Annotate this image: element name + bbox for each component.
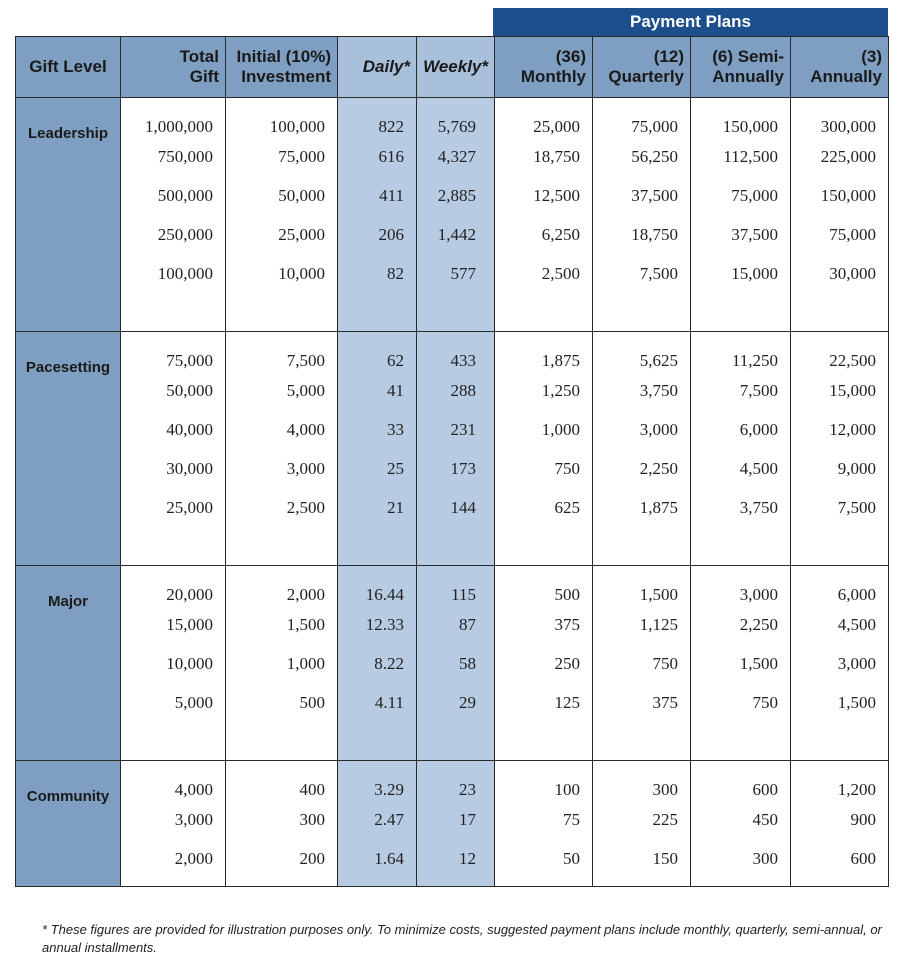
header-line: (3)	[861, 47, 882, 66]
spacer-cell	[338, 722, 417, 761]
weekly-cell: 115	[417, 566, 495, 606]
daily-cell: 16.44	[338, 566, 417, 606]
monthly-cell: 18,750	[495, 137, 593, 176]
quarterly-cell: 37,500	[593, 176, 691, 215]
header-line: Gift	[189, 67, 219, 86]
header-line: Quarterly	[608, 67, 684, 86]
daily-cell: 4.11	[338, 683, 417, 722]
header-line: (6) Semi-	[712, 47, 784, 66]
quarterly-header	[593, 37, 691, 98]
table-row	[16, 254, 889, 293]
spacer-cell	[417, 878, 495, 887]
spacer-cell	[417, 293, 495, 332]
spacer-cell	[417, 527, 495, 566]
monthly-cell: 75	[495, 800, 593, 839]
spacer-cell	[495, 878, 593, 887]
annually-cell: 22,500	[791, 332, 889, 372]
annually-cell: 1,200	[791, 761, 889, 801]
annually-cell: 1,500	[791, 683, 889, 722]
gift-level-label	[16, 761, 121, 887]
quarterly-cell: 5,625	[593, 332, 691, 372]
initial-investment-cell: 1,000	[226, 644, 338, 683]
quarterly-cell: 3,750	[593, 371, 691, 410]
total-gift-cell: 20,000	[121, 566, 226, 606]
gift-level-text: Pacesetting	[25, 359, 111, 376]
gift-level-text: Major	[47, 593, 88, 610]
semi-annually-cell: 75,000	[691, 176, 791, 215]
annually-cell: 6,000	[791, 566, 889, 606]
semi-annually-header	[691, 37, 791, 98]
monthly-cell: 750	[495, 449, 593, 488]
initial-investment-cell: 75,000	[226, 137, 338, 176]
weekly-cell: 144	[417, 488, 495, 527]
semi-annually-cell: 11,250	[691, 332, 791, 372]
quarterly-cell: 75,000	[593, 98, 691, 138]
table-row	[16, 566, 889, 606]
monthly-cell: 25,000	[495, 98, 593, 138]
quarterly-cell: 2,250	[593, 449, 691, 488]
header-line: Investment	[241, 67, 331, 86]
semi-annually-cell: 450	[691, 800, 791, 839]
semi-annually-cell: 1,500	[691, 644, 791, 683]
semi-annually-cell: 150,000	[691, 98, 791, 138]
initial-investment-cell: 400	[226, 761, 338, 801]
spacer-cell	[593, 878, 691, 887]
gift-level-text: Community	[26, 788, 110, 805]
weekly-cell: 58	[417, 644, 495, 683]
semi-annually-cell: 15,000	[691, 254, 791, 293]
total-gift-cell: 5,000	[121, 683, 226, 722]
table-row	[16, 215, 889, 254]
weekly-header	[417, 37, 495, 98]
spacer-cell	[791, 878, 889, 887]
monthly-header	[495, 37, 593, 98]
weekly-cell: 5,769	[417, 98, 495, 138]
weekly-cell: 29	[417, 683, 495, 722]
header-line: Gift Level	[29, 57, 107, 76]
table-header-row	[16, 37, 889, 98]
semi-annually-cell: 600	[691, 761, 791, 801]
total-gift-cell: 500,000	[121, 176, 226, 215]
group-spacer-row	[16, 293, 889, 332]
initial-investment-cell: 25,000	[226, 215, 338, 254]
initial-investment-header	[226, 37, 338, 98]
annually-cell: 300,000	[791, 98, 889, 138]
quarterly-cell: 300	[593, 761, 691, 801]
semi-annually-cell: 37,500	[691, 215, 791, 254]
daily-cell: 82	[338, 254, 417, 293]
spacer-cell	[417, 722, 495, 761]
semi-annually-cell: 4,500	[691, 449, 791, 488]
monthly-cell: 1,875	[495, 332, 593, 372]
footnote: * These figures are provided for illustration purposes only. To minimize costs, suggested payment plans include monthly, quarterly, semi-annual, or annual installments.	[42, 922, 882, 955]
spacer-cell	[121, 878, 226, 887]
monthly-cell: 50	[495, 839, 593, 878]
daily-cell: 8.22	[338, 644, 417, 683]
initial-investment-cell: 4,000	[226, 410, 338, 449]
semi-annually-cell: 6,000	[691, 410, 791, 449]
spacer-cell	[791, 527, 889, 566]
initial-investment-cell: 3,000	[226, 449, 338, 488]
total-gift-cell: 250,000	[121, 215, 226, 254]
total-gift-cell: 100,000	[121, 254, 226, 293]
table-row	[16, 410, 889, 449]
table-row	[16, 488, 889, 527]
initial-investment-cell: 7,500	[226, 332, 338, 372]
annually-cell: 900	[791, 800, 889, 839]
table-row	[16, 644, 889, 683]
annually-header	[791, 37, 889, 98]
table-row	[16, 605, 889, 644]
table-body	[16, 98, 889, 887]
semi-annually-cell: 300	[691, 839, 791, 878]
table-row	[16, 137, 889, 176]
daily-cell: 3.29	[338, 761, 417, 801]
table-row	[16, 176, 889, 215]
table-row	[16, 839, 889, 878]
table-row	[16, 761, 889, 801]
quarterly-cell: 7,500	[593, 254, 691, 293]
table-row	[16, 683, 889, 722]
spacer-cell	[338, 878, 417, 887]
header-line: Daily*	[362, 57, 410, 76]
initial-investment-cell: 500	[226, 683, 338, 722]
total-gift-cell: 15,000	[121, 605, 226, 644]
monthly-cell: 1,250	[495, 371, 593, 410]
spacer-cell	[691, 293, 791, 332]
annually-cell: 15,000	[791, 371, 889, 410]
table-row	[16, 98, 889, 138]
header-line: Annually	[810, 67, 882, 86]
weekly-cell: 173	[417, 449, 495, 488]
initial-investment-cell: 200	[226, 839, 338, 878]
initial-investment-cell: 1,500	[226, 605, 338, 644]
annually-cell: 9,000	[791, 449, 889, 488]
weekly-cell: 231	[417, 410, 495, 449]
weekly-cell: 288	[417, 371, 495, 410]
quarterly-cell: 1,125	[593, 605, 691, 644]
daily-cell: 12.33	[338, 605, 417, 644]
group-spacer-row	[16, 527, 889, 566]
weekly-cell: 12	[417, 839, 495, 878]
header-line: (36)	[555, 47, 586, 66]
monthly-cell: 500	[495, 566, 593, 606]
daily-cell: 822	[338, 98, 417, 138]
total-gift-cell: 750,000	[121, 137, 226, 176]
quarterly-cell: 750	[593, 644, 691, 683]
spacer-cell	[121, 293, 226, 332]
annually-cell: 225,000	[791, 137, 889, 176]
daily-cell: 206	[338, 215, 417, 254]
total-gift-cell: 50,000	[121, 371, 226, 410]
initial-investment-cell: 50,000	[226, 176, 338, 215]
monthly-cell: 100	[495, 761, 593, 801]
semi-annually-cell: 7,500	[691, 371, 791, 410]
total-gift-header	[121, 37, 226, 98]
monthly-cell: 125	[495, 683, 593, 722]
semi-annually-cell: 750	[691, 683, 791, 722]
initial-investment-cell: 2,500	[226, 488, 338, 527]
monthly-cell: 6,250	[495, 215, 593, 254]
group-spacer-row	[16, 878, 889, 887]
total-gift-cell: 30,000	[121, 449, 226, 488]
daily-header	[338, 37, 417, 98]
spacer-cell	[226, 527, 338, 566]
spacer-cell	[495, 293, 593, 332]
daily-cell: 62	[338, 332, 417, 372]
initial-investment-cell: 5,000	[226, 371, 338, 410]
spacer-cell	[791, 722, 889, 761]
spacer-cell	[691, 722, 791, 761]
daily-cell: 1.64	[338, 839, 417, 878]
spacer-cell	[226, 722, 338, 761]
gift-level-label	[16, 566, 121, 761]
header-line: Initial (10%)	[236, 47, 331, 66]
quarterly-cell: 3,000	[593, 410, 691, 449]
initial-investment-cell: 10,000	[226, 254, 338, 293]
semi-annually-cell: 2,250	[691, 605, 791, 644]
header-line: Monthly	[520, 67, 586, 86]
quarterly-cell: 150	[593, 839, 691, 878]
spacer-cell	[338, 527, 417, 566]
spacer-cell	[495, 722, 593, 761]
header-line: Total	[179, 47, 219, 66]
weekly-cell: 17	[417, 800, 495, 839]
initial-investment-cell: 100,000	[226, 98, 338, 138]
quarterly-cell: 18,750	[593, 215, 691, 254]
table-row	[16, 332, 889, 372]
total-gift-cell: 2,000	[121, 839, 226, 878]
spacer-cell	[121, 527, 226, 566]
annually-cell: 30,000	[791, 254, 889, 293]
total-gift-cell: 1,000,000	[121, 98, 226, 138]
spacer-cell	[495, 527, 593, 566]
annually-cell: 4,500	[791, 605, 889, 644]
gift-level-header	[16, 37, 121, 98]
spacer-cell	[691, 878, 791, 887]
gift-level-text: Leadership	[27, 125, 109, 142]
monthly-cell: 625	[495, 488, 593, 527]
annually-cell: 600	[791, 839, 889, 878]
header-line: (12)	[653, 47, 684, 66]
gift-level-label	[16, 98, 121, 332]
header-line: Annually	[712, 67, 784, 86]
annually-cell: 75,000	[791, 215, 889, 254]
spacer-cell	[338, 293, 417, 332]
initial-investment-cell: 2,000	[226, 566, 338, 606]
weekly-cell: 1,442	[417, 215, 495, 254]
annually-cell: 3,000	[791, 644, 889, 683]
monthly-cell: 1,000	[495, 410, 593, 449]
quarterly-cell: 1,500	[593, 566, 691, 606]
header-line: Weekly*	[423, 57, 488, 76]
monthly-cell: 375	[495, 605, 593, 644]
monthly-cell: 250	[495, 644, 593, 683]
quarterly-cell: 375	[593, 683, 691, 722]
total-gift-cell: 4,000	[121, 761, 226, 801]
quarterly-cell: 56,250	[593, 137, 691, 176]
daily-cell: 41	[338, 371, 417, 410]
daily-cell: 25	[338, 449, 417, 488]
quarterly-cell: 1,875	[593, 488, 691, 527]
weekly-cell: 433	[417, 332, 495, 372]
quarterly-cell: 225	[593, 800, 691, 839]
table-row	[16, 371, 889, 410]
spacer-cell	[691, 527, 791, 566]
monthly-cell: 2,500	[495, 254, 593, 293]
total-gift-cell: 3,000	[121, 800, 226, 839]
spacer-cell	[121, 722, 226, 761]
payment-plans-banner: Payment Plans	[493, 8, 888, 36]
weekly-cell: 23	[417, 761, 495, 801]
gift-levels-table	[15, 36, 889, 887]
semi-annually-cell: 112,500	[691, 137, 791, 176]
weekly-cell: 2,885	[417, 176, 495, 215]
total-gift-cell: 40,000	[121, 410, 226, 449]
spacer-cell	[226, 293, 338, 332]
spacer-cell	[791, 293, 889, 332]
initial-investment-cell: 300	[226, 800, 338, 839]
daily-cell: 411	[338, 176, 417, 215]
table-row	[16, 449, 889, 488]
table-row	[16, 800, 889, 839]
spacer-cell	[226, 878, 338, 887]
monthly-cell: 12,500	[495, 176, 593, 215]
annually-cell: 7,500	[791, 488, 889, 527]
spacer-cell	[593, 527, 691, 566]
spacer-cell	[593, 722, 691, 761]
weekly-cell: 4,327	[417, 137, 495, 176]
spacer-cell	[593, 293, 691, 332]
daily-cell: 21	[338, 488, 417, 527]
weekly-cell: 577	[417, 254, 495, 293]
daily-cell: 33	[338, 410, 417, 449]
daily-cell: 2.47	[338, 800, 417, 839]
group-spacer-row	[16, 722, 889, 761]
total-gift-cell: 25,000	[121, 488, 226, 527]
weekly-cell: 87	[417, 605, 495, 644]
semi-annually-cell: 3,750	[691, 488, 791, 527]
total-gift-cell: 10,000	[121, 644, 226, 683]
annually-cell: 12,000	[791, 410, 889, 449]
gift-level-label	[16, 332, 121, 566]
annually-cell: 150,000	[791, 176, 889, 215]
semi-annually-cell: 3,000	[691, 566, 791, 606]
daily-cell: 616	[338, 137, 417, 176]
total-gift-cell: 75,000	[121, 332, 226, 372]
